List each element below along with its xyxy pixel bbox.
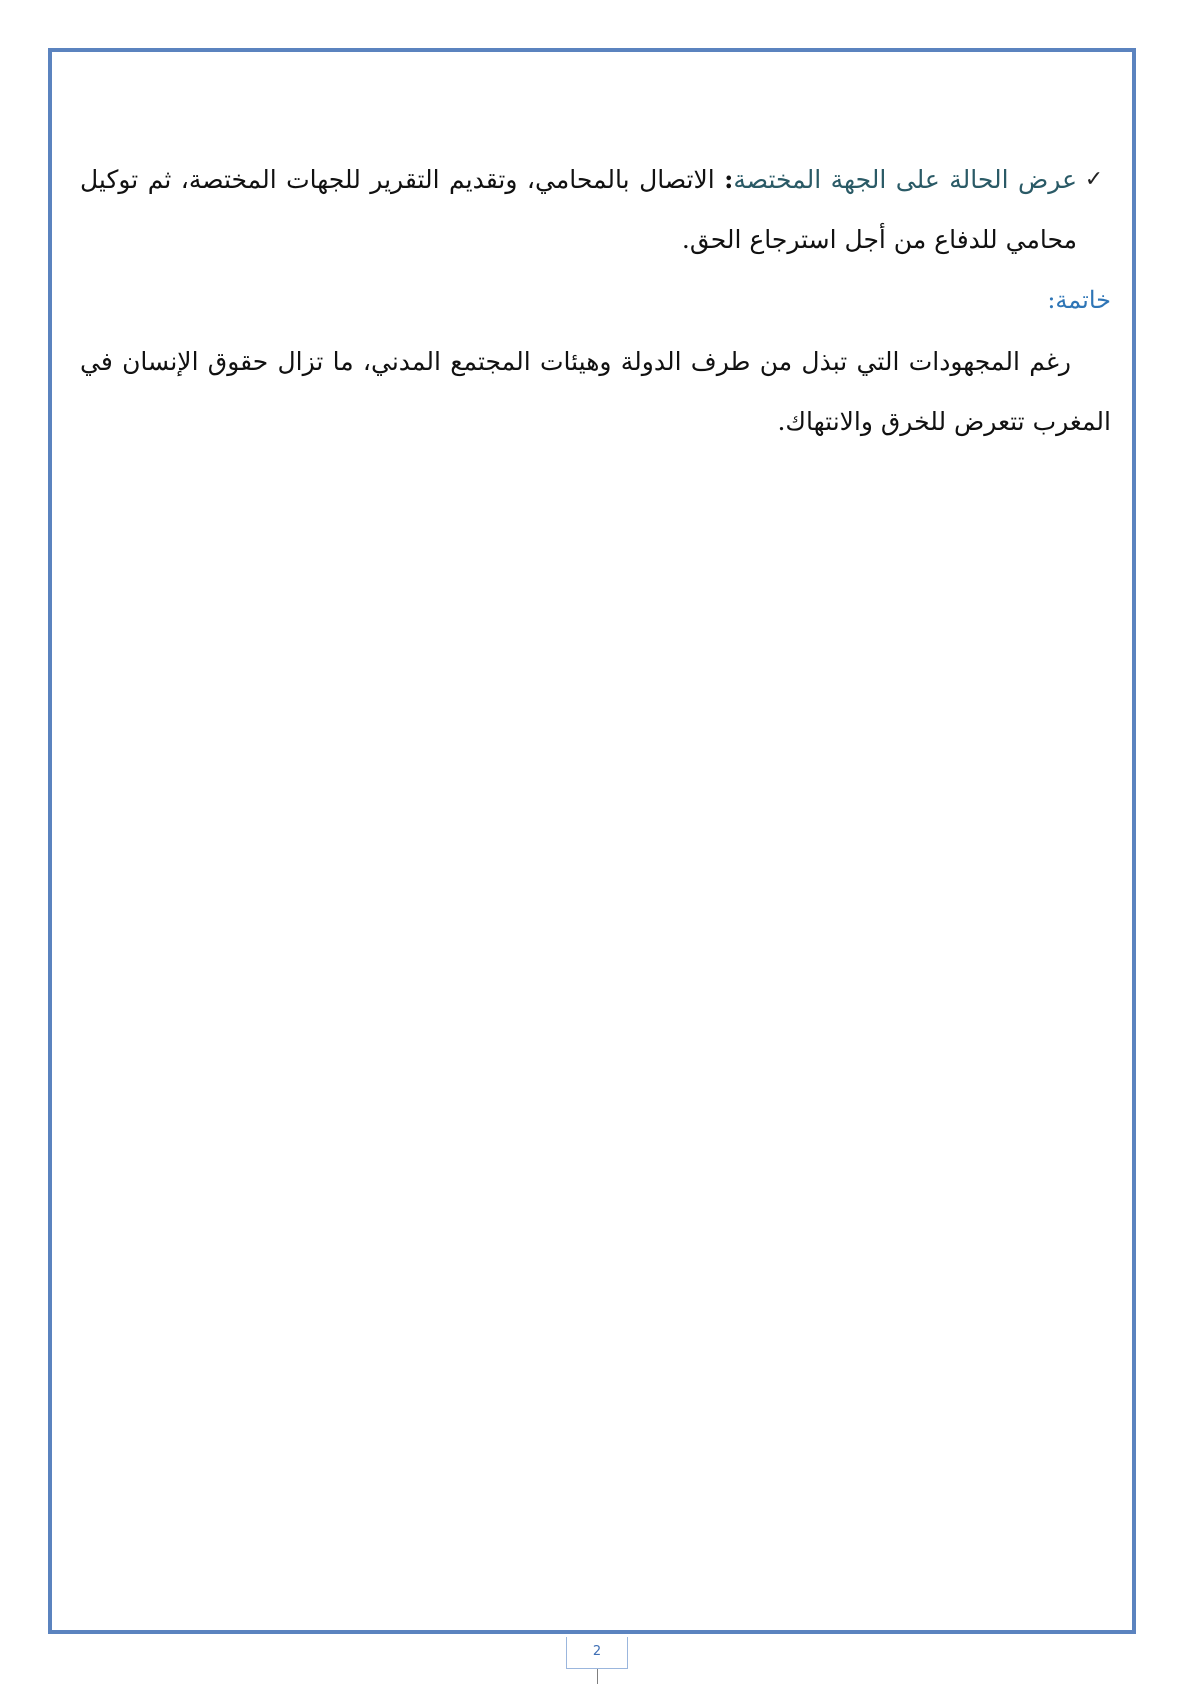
page-number: 2 [566,1637,628,1669]
page-number-connector [597,1669,598,1684]
document-body [80,150,1111,477]
conclusion-heading: خاتمة: [1047,286,1111,314]
bullet-colon: : [724,165,734,194]
bullet-heading: عرض الحالة على الجهة المختصة [733,165,1077,194]
bullet-item [80,150,1111,270]
bullet-body: الاتصال بالمحامي، وتقديم التقرير للجهات المختصة، ثم توكيل محامي للدفاع من أجل استرجاع الحق. [80,165,1077,254]
bullet-text [80,150,1077,270]
check-mark-icon: ✓ [1084,167,1104,192]
conclusion-paragraph: رغم المجهودات التي تبذل من طرف الدولة وهيئات المجتمع المدني، ما تزال حقوق الإنسان في المغرب تتعرض للخرق والانتهاك. [80,347,1111,436]
